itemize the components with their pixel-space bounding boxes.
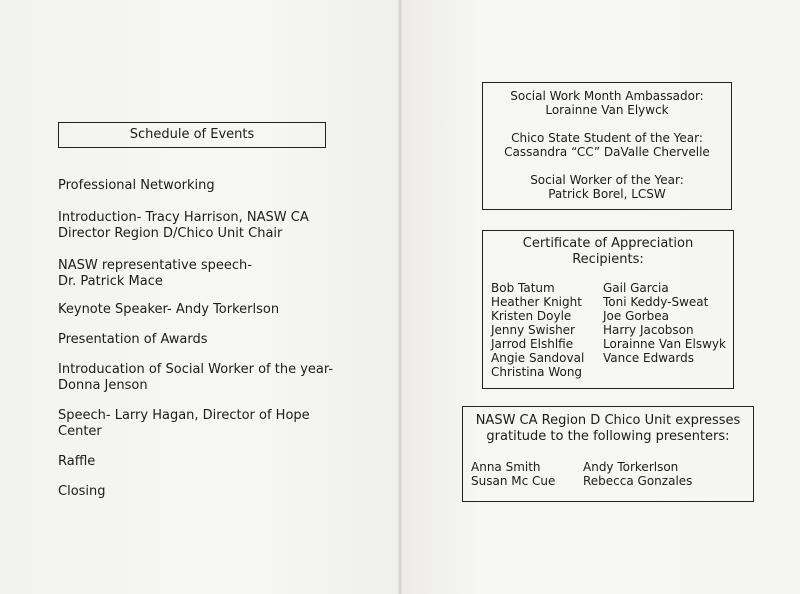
recipient-name: Lorainne Van Elswyk [603,337,726,351]
schedule-item: Closing [58,484,106,499]
recipient-name: Jarrod Elshlfie [491,337,574,351]
award-title: Chico State Student of the Year: [511,131,703,145]
certificate-title: Certificate of Appreciation [522,236,694,251]
recipient-name: Jenny Swisher [491,323,575,337]
award-student [483,131,731,159]
schedule-title: Schedule of Events [129,127,255,142]
presenter-name: Susan Mc Cue [471,474,556,488]
awards-box [482,82,732,210]
presenter-name: Rebecca Gonzales [583,474,693,488]
award-social-worker [483,173,731,201]
award-ambassador [483,89,731,117]
presenters-box [462,406,754,502]
presenters-title: NASW CA Region D Chico Unit expresses [475,413,741,428]
presenter-name: Anna Smith [471,460,541,474]
presenters-column-2 [583,460,692,488]
page-fold [398,0,402,594]
recipient-name: Vance Edwards [603,351,694,365]
schedule-item: Raffle [58,454,96,469]
recipient-name: Toni Keddy-Sweat [603,295,709,309]
recipient-name: Joe Gorbea [603,309,670,323]
recipient-name: Harry Jacobson [603,323,694,337]
certificate-subtitle: Recipients: [572,252,644,267]
schedule-item: Keynote Speaker- Andy Torkerlson [58,302,280,317]
schedule-item: NASW representative speech- Dr. Patrick Mace [58,258,252,289]
schedule-item: Introducation of Social Worker of the year- Donna Jenson [58,362,334,393]
award-title: Social Worker of the Year: [530,173,684,187]
award-recipient: Patrick Borel, LCSW [548,187,666,201]
schedule-item: Professional Networking [58,178,215,193]
schedule-title-box [58,122,326,148]
certificate-box [482,230,734,389]
schedule-item: Speech- Larry Hagan, Director of Hope Center [58,408,310,439]
certificate-column-2 [603,281,726,365]
award-recipient: Cassandra “CC” DaValle Chervelle [504,145,710,159]
schedule-item: Introduction- Tracy Harrison, NASW CA Director Region D/Chico Unit Chair [58,210,309,241]
award-title: Social Work Month Ambassador: [510,89,704,103]
recipient-name: Christina Wong [491,365,583,379]
recipient-name: Angie Sandoval [491,351,585,365]
recipient-name: Gail Garcia [603,281,669,295]
award-recipient: Lorainne Van Elywck [545,103,669,117]
recipient-name: Bob Tatum [491,281,555,295]
recipient-name: Heather Knight [491,295,582,309]
recipient-name: Kristen Doyle [491,309,572,323]
certificate-column-1 [491,281,584,379]
presenters-subtitle: gratitude to the following presenters: [486,429,730,444]
presenter-name: Andy Torkerlson [583,460,679,474]
schedule-item: Presentation of Awards [58,332,208,347]
presenters-column-1 [471,460,555,488]
